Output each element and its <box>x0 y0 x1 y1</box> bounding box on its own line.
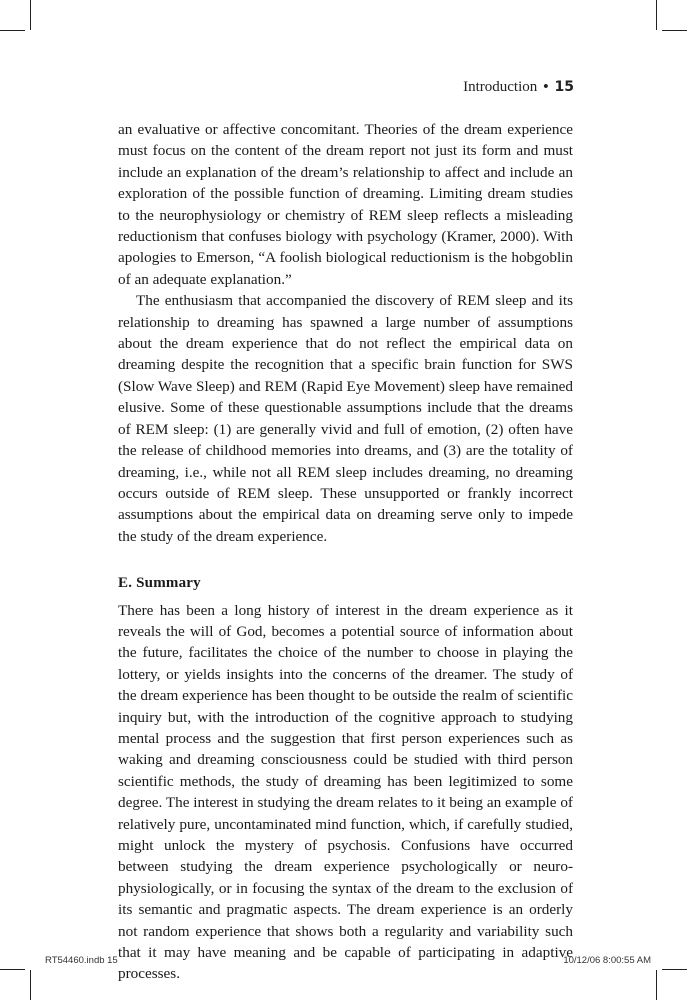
paragraph-2: The enthusiasm that accompanied the discovery of REM sleep and its relationship to dreaming has spawned a large number of assumptions about the dream experience that do not reflect the empirical data on dreaming despite the recognition that a specific brain function for SWS (Slow Wave Sleep) and REM (Rapid Eye Movement) sleep have remained elusive. Some of these questionable assumptions include that the dreams of REM sleep: (1) are generally vivid and full of emotion, (2) often have the release of childhood memories into dreams, and (3) are the totality of dreaming, i.e., while not all REM sleep includes dreaming, no dreaming occurs outside of REM sleep. These unsupported or frankly incorrect assumptions about the empirical data on dreaming serve only to impede the study of the dream experience. <box>118 292 573 545</box>
paragraph-1: an evaluative or affective concomitant. Theories of the dream experience must focus on the content of the dream report not just its form and must include an explanation of the dream’s relationship to affect and include an exploration of the possible function of dreaming. Limiting dream studies to the neurophysiology or chemistry of REM sleep reflects a misleading reductionism that confuses biology with psychology (Kramer, 2000). With apologies to Emerson, “A foolish biological reductionism is the hobgoblin of an adequate explanation.” <box>118 121 573 288</box>
crop-mark-top-left-vertical <box>30 0 31 30</box>
running-head-separator: • <box>543 79 549 95</box>
running-head <box>463 79 574 96</box>
crop-mark-top-left-horizontal <box>0 30 25 31</box>
crop-mark-top-right-vertical <box>656 0 657 30</box>
crop-mark-top-right-horizontal <box>662 30 687 31</box>
page-number: 15 <box>554 79 574 95</box>
crop-mark-bottom-right-vertical <box>656 970 657 1000</box>
crop-mark-bottom-left-horizontal <box>0 969 25 970</box>
footer-file-label: RT54460.indb 15 <box>45 955 118 966</box>
crop-mark-bottom-right-horizontal <box>662 969 687 970</box>
body-text <box>118 119 573 985</box>
running-head-title: Introduction <box>463 79 538 95</box>
footer-timestamp: 10/12/06 8:00:55 AM <box>563 955 651 966</box>
section-heading-summary: E. Summary <box>118 575 201 592</box>
paragraph-3: There has been a long history of interest in the dream experience as it reveals the will of God, becomes a potential source of information about the future, facilitates the choice of the number to choose in playing the lottery, or yields insights into the concerns of the dreamer. The study of the dream experience has been thought to be outside the realm of scientific inquiry but, with the introduction of the cognitive approach to studying mental process and the suggestion that first person experiences such as waking and dreaming consciousness could be studied with third person scientific methods, the study of dreaming has been legitimized to some degree. The interest in studying the dream relates to it being an example of relatively pure, uncontaminated mind function, which, if carefully studied, might unlock the mystery of psychosis. Confusions have occurred between studying the dream experience psychologically or neuro-physiologically, or in focusing the syntax of the dream to the exclusion of its semantic and pragmatic aspects. The dream experience is an orderly not random experience that shows both a regularity and variability such that it may have meaning and be capable of participating in adaptive processes. <box>118 601 573 983</box>
crop-mark-bottom-left-vertical <box>30 970 31 1000</box>
